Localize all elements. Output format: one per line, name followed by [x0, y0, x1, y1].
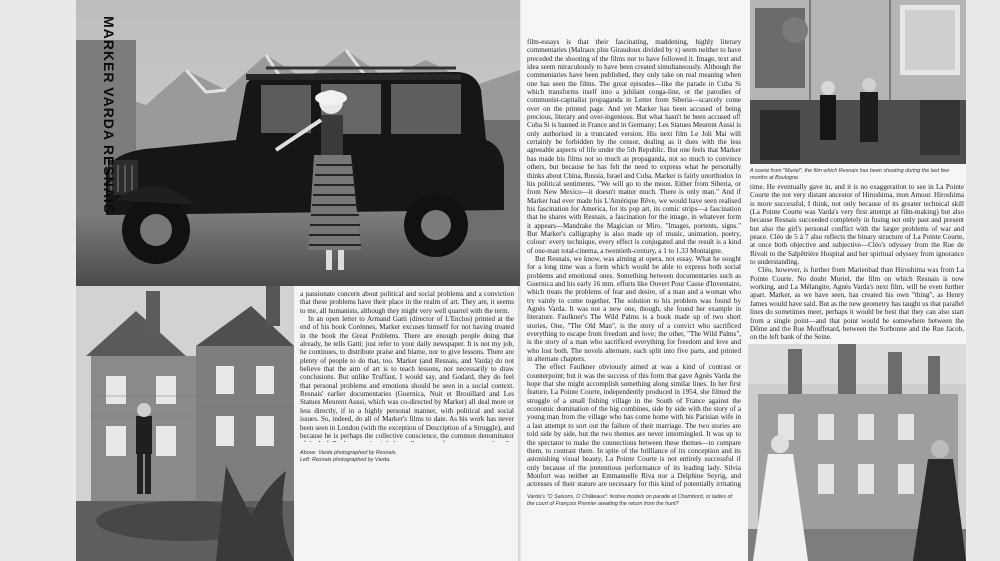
- column-left-text: a passionate concern about political and social problems and a conviction that these problems have their place in the realm of art. They are, it seems to me, all humanists, although they might very well quarrel with the term. In an open letter to Armand Gatti (director of L'Enclos) printed at the end of his book Corénnes, Marker excuses himself for not having treated in the book the Great Problems. There are enough people doing that already, he tells Gatti: just refer to your daily newspaper. It is not my job, he continues, to distribute praise and blame, nor to give lessons. There are plenty of people to do that, too. Marker (and Resnais, and Varda) do not believe that the aim of art is to teach lessons, nor necessarily to draw conclusions. But unlike Truffaut, I would say, and Godard, they do feel that personal problems and emotions should be seen in a social context. Resnais' earlier documentaries (Guernica, Nuit et Brouillard and Les Statues Meurent Aussi, which was co-directed by Marker) all deal more or less directly, if in a highly personal manner, with political and social issues. So, indeed, do all of Marker's films to date. As his work has never been seen in London (with the exception of Description of a Struggle), and because he is perhaps the collective conscience, the common denominator: [300, 290, 514, 440]
- caption-varda-resnais: Above: Varda photographed by Resnais. Left: Resnais photographed by Varda.: [300, 450, 397, 463]
- photo-resnais-manor: [76, 286, 294, 561]
- article-kicker-title: MARKER VARDA RESNAIS: [101, 16, 117, 215]
- photo-vintage-car: [76, 0, 520, 286]
- caption-muriel: A scene from "Muriel", the film which Resnais has been shooting during the last few months at Boulogne.: [750, 168, 949, 181]
- caption-chambord: Varda's "O Saisons, O Châteaux": festive models on parade at Chambord, or ladies of the court of François Premier awaiting the return from the hunt?: [527, 494, 733, 507]
- photo-muriel-interior: [750, 0, 966, 164]
- photo-chambord-models: [748, 344, 966, 561]
- column-middle-text: film-essays is that their fascinating, maddening, highly literary commentaries (Malraux plus Giraudoux divided by x) seem neither to have preceded the shooting of the films nor to have followed it. Image, text and idea seem miraculously to have been created simultaneously. Although the commentaries have been published, they only take on real meaning when one has seen the films. The great episodes—like the parade in Cuba Si which transforms itself into a jubilant conga-line, or the parodies of communist-capitalist propaganda in Letter from Siberia—scarcely come over on the printed page. And yet Marker has been accused of being precious, literary and over-ingenious. But what hasn't he been accused of! Cuba Si is banned in France and in Germany; Les Statues Meurent Aussi is only authorised in a truncated version. His next film Le Joli Mai will certainly be forbidden by the censor, dealing as it does with the less agreeable aspects of life under the 5th Republic. But one feels that Marker has made his films not so much as propaganda, not so much to convince others, but because he has felt the need to express what he personally thinks about China, Russia, Israel and Cuba. Marker is fairly unorthodox in his political sentiments. "We will go to the moon. Either from Siberia, or from New Mexico—it doesn't matter much. There is only man." And if Marker had ever made his L'Amérique Rêve, we would have seen realised his fascination for America, for its pop art, its comic strips—a fascination that he shares with Resnais, a fascination for the image, in whatever form it appears—Mandrake the Magician or Miro. "Images, portents, signs." But Marker's calligraphy is also made up of music, animation, poetry, colour: every technique, every effect is conjugated and the result is a kind of one-man total-cinema, a twentieth-century, a 1 to 1.33 Montaigne. But Resnais, we know, was aiming at opera, not essay. What he sought for a long time was a form which would be able to express both social problems and emotional ones. Something between documentaries such as Guernica and his early 16 mm. efforts like Ouvert Pour Cause d'Inventaire, which treats the problems of fear and desire, of a man and a woman who try vainly to come together. The solution to his problem was found by Agnès Varda. It was not a new one, though, she found her example in literature. Faulkner's The Wild Palms is a book made up of two short stories, One, "The Old Man", is the story of a convict who sacrificed everything to escape from freedom and love; the other, "The Wild Palms", is the story of a man who sacrificed everything for freedom and love and who lost both. The novels alternate, each split into five parts, and printed in alternate chapters. The effect Faulkner obviously aimed at was a kind of contrast or counterpoint; but it was the success of this form that gave Agnès Varda the hope that she might accomplish something along similar lines. In her first feature, La Pointe Courte, independently produced in 1954, she filmed the struggle of a small fishing village in the South of France against the economic domination of the big combines, side by side with the story of a young man from the village who has come home with his Parisian wife in a last attempt to sort out the failure of their marriage. The two stories are told side by side, but the two themes are never intermingled. It was up to the spectator to make the connections between these themes—to compare them, to contrast them. In spite of the brilliance of its conception and its astonishing visual beauty, La Pointe Courte is not entirely successful if only because of the pretentious performance of its leading lady. Silvia Monfort was neither an Emmanuelle Riva nor a Delphine Seyrig, and actresses of their stature are necessary for this kind of potentially irritating: [527, 38, 741, 489]
- column-right-text: time. He eventually gave in, and it is no exaggeration to see in La Pointe Courte the not very distant ancestor of Hiroshima, mon Amour. Hiroshima is more successful, I think, not only because of its greater technical skill (La Pointe Courte was Varda's very first attempt at film-making) but also because Resnais succeeded completely in fusing not only past and present but also the girl's personal conflict with the larger problems of war and peace. Cléo de 5 à 7 also reflects the binary structure of La Pointe Courte, at once both objective and subjective—Cléo's odyssey from the Rue de Rivoli to the Salpêtrière Hospital and her spiritual odyssey from ignorance to understanding. Cléo, however, is further from Marienbad than Hiroshima was from La Pointe Courte. No doubt Muriel, the film on which Resnais is now working, and La Mélangite, Agnès Varda's next film, will be even further apart. Marker, as we have seen, has created his own "thing", as Henry James would have said. But as the new geometry has taught us that parallel lines do sometimes meet, perhaps it would be best that they can also start from a single point—and that point would be somewhere between the Dôme and the Rue Mouffetard, between the Sorbonne and the Rue Jacob, on the left bank of the Seine.: [750, 183, 964, 341]
